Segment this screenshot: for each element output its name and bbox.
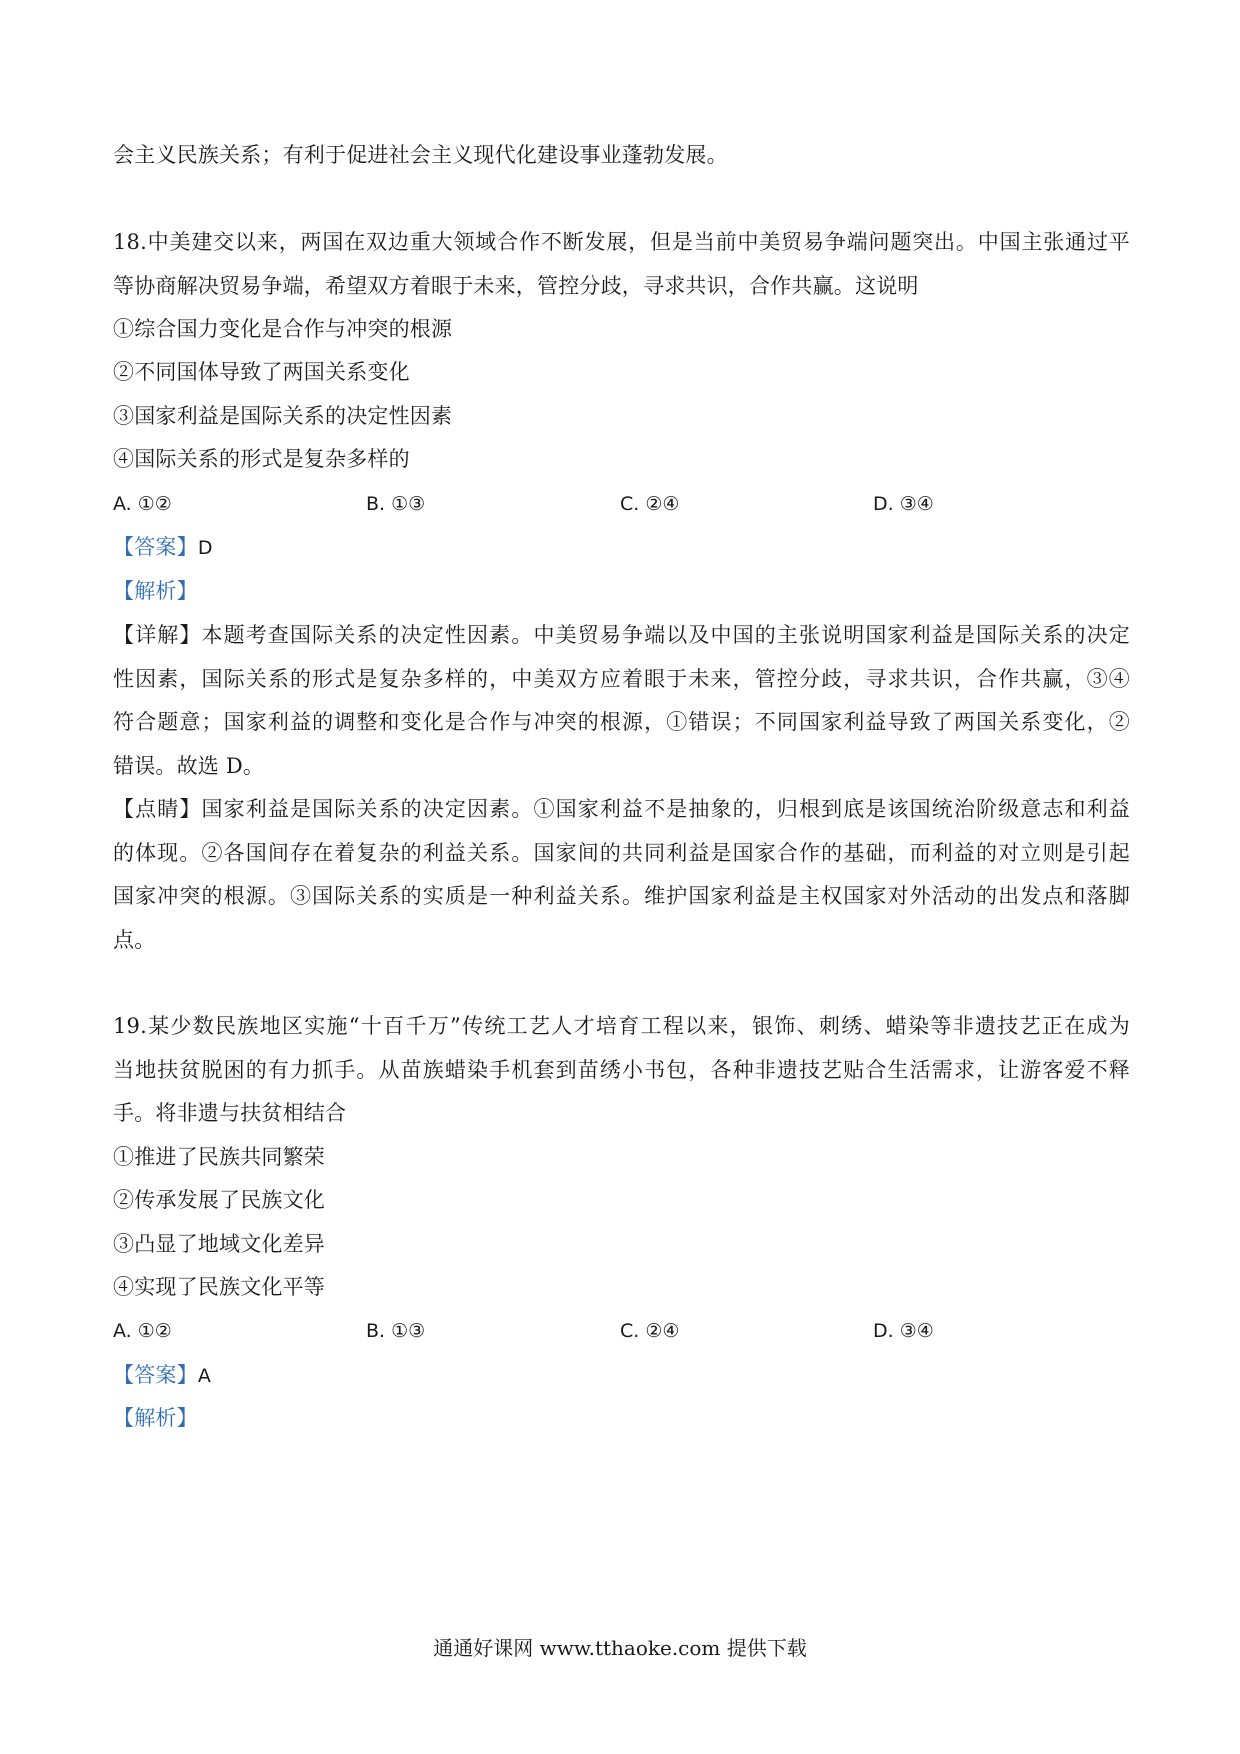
q18-stem-line-2: 等协商解决贸易争端，希望双方着眼于未来，管控分歧，寻求共识，合作共赢。这说明 [113, 274, 919, 298]
q18-detail-text-1: 本题考查国际关系的决定性因素。中美贸易争端以及中国的主张说明国家利益是国际关系的决定 [201, 623, 1130, 647]
q18-item-1: ①综合国力变化是合作与冲突的根源 [113, 317, 453, 341]
q18-point-line-3: 国家冲突的根源。③国际关系的实质是一种利益关系。维护国家利益是主权国家对外活动的出发点和落脚 [113, 884, 1130, 908]
q19-analysis-tag: 【解析】 [113, 1406, 198, 1430]
q18-option-d: D. ③④ [873, 493, 934, 515]
q18-option-c: C. ②④ [620, 493, 680, 515]
q18-answer-value: D [197, 537, 213, 559]
q19-option-c: C. ②④ [620, 1320, 680, 1342]
q18-point-text-1: 国家利益是国际关系的决定因素。①国家利益不是抽象的，归根到底是该国统治阶级意志和利益 [201, 797, 1130, 821]
q18-point-line-1 [113, 794, 1130, 824]
q18-analysis [113, 576, 1130, 606]
q18-analysis-tag: 【解析】 [113, 579, 198, 603]
q18-detail-line-4: 错误。故选 D。 [113, 754, 265, 778]
q19-item-3: ③凸显了地域文化差异 [113, 1232, 325, 1256]
q18-answer [113, 532, 1130, 563]
q18-stem-line-1: 18.中美建交以来，两国在双边重大领域合作不断发展，但是当前中美贸易争端问题突出。中国主张通过平 [113, 230, 1130, 254]
q19-item-4: ④实现了民族文化平等 [113, 1275, 325, 1299]
q18-detail-line-3: 符合题意；国家利益的调整和变化是合作与冲突的根源，①错误；不同国家利益导致了两国关系变化，② [113, 710, 1130, 734]
q18-item-4: ④国际关系的形式是复杂多样的 [113, 447, 410, 471]
q18-point-line-2: 的体现。②各国间存在着复杂的利益关系。国家间的共同利益是国家合作的基础，而利益的对立则是引起 [113, 841, 1130, 865]
q19-item-1: ①推进了民族共同繁荣 [113, 1145, 325, 1169]
q19-option-a: A. ①② [113, 1320, 172, 1342]
q19-option-d: D. ③④ [873, 1320, 934, 1342]
page-footer: 通通好课网 www.tthaoke.com 提供下载 [433, 1636, 807, 1660]
q18-point-tag: 【点睛】 [113, 797, 202, 821]
intro-line: 会主义民族关系；有利于促进社会主义现代化建设事业蓬勃发展。 [113, 143, 728, 167]
q18-detail-line-1 [113, 620, 1130, 650]
q18-option-a: A. ①② [113, 493, 172, 515]
q18-options [113, 489, 1130, 519]
q18-item-3: ③国家利益是国际关系的决定性因素 [113, 404, 453, 428]
q19-stem-line-3: 手。将非遗与扶贫相结合 [113, 1101, 347, 1125]
q19-option-b: B. ①③ [366, 1320, 426, 1342]
q18-detail-tag: 【详解】 [113, 623, 202, 647]
q18-answer-tag: 【答案】 [113, 535, 198, 559]
q19-analysis [113, 1403, 1130, 1433]
q19-answer-tag: 【答案】 [113, 1363, 198, 1387]
q19-options [113, 1316, 1130, 1346]
q18-detail-line-2: 性因素，国际关系的形式是复杂多样的，中美双方应着眼于未来，管控分歧，寻求共识，合作共赢，③④ [113, 667, 1130, 691]
q18-point-line-4: 点。 [113, 928, 156, 952]
q19-stem-line-2: 当地扶贫脱困的有力抓手。从苗族蜡染手机套到苗绣小书包，各种非遗技艺贴合生活需求，让游客爱不释 [113, 1058, 1130, 1082]
q18-option-b: B. ①③ [366, 493, 426, 515]
q19-answer [113, 1360, 1130, 1391]
q19-answer-value: A [197, 1365, 212, 1387]
q19-item-2: ②传承发展了民族文化 [113, 1188, 325, 1212]
q19-stem-line-1: 19.某少数民族地区实施“十百千万”传统工艺人才培育工程以来，银饰、刺绣、蜡染等非遗技艺正在成为 [113, 1014, 1130, 1038]
q18-item-2: ②不同国体导致了两国关系变化 [113, 360, 410, 384]
